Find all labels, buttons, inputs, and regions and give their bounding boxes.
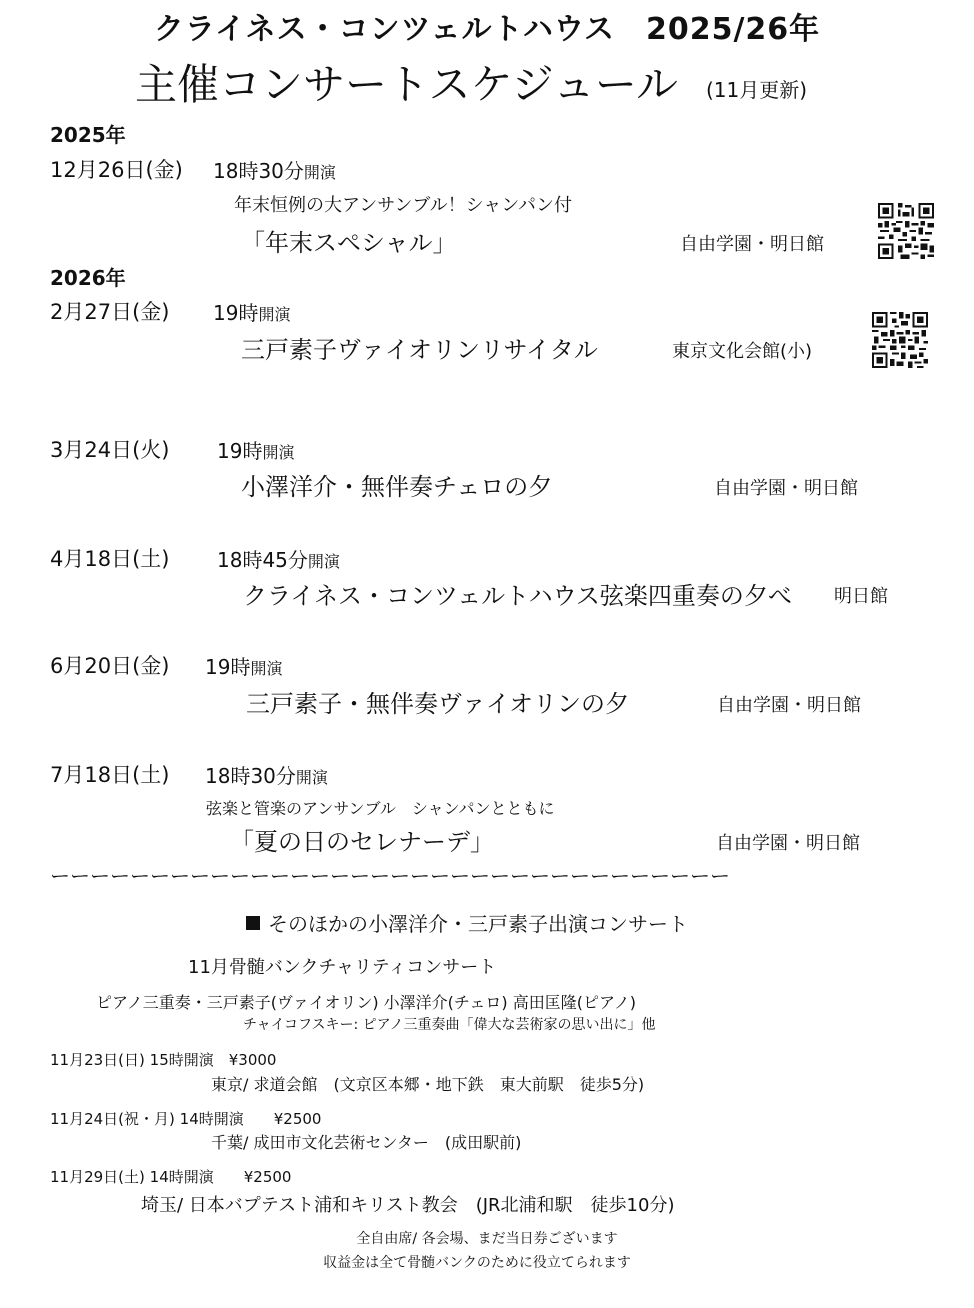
concert-time: 18時30分開演 [205, 764, 328, 788]
concert-title: 「夏の日のセレナーデ」 [230, 828, 494, 856]
year-heading-2026: 2026年 [50, 266, 126, 290]
concert-time: 18時45分開演 [217, 548, 340, 572]
concert-date: 2月27日(金) [50, 300, 170, 324]
concert-venue: 明日館 [834, 586, 888, 607]
footer-note: 収益金は全て骨髄バンクのために役立てられます [323, 1255, 631, 1271]
concert-venue: 自由学園・明日館 [714, 478, 858, 499]
charity-venue: 東京/ 求道会館 (文京区本郷・地下鉄 東大前駅 徒歩5分) [211, 1075, 645, 1094]
charity-date: 11月24日(祝・月) 14時開演 ¥2500 [50, 1110, 322, 1128]
charity-event-title: 11月骨髄バンクチャリティコンサート [188, 957, 497, 978]
year-heading-2025: 2025年 [50, 123, 126, 147]
concert-title: 小澤洋介・無伴奏チェロの夕 [241, 473, 553, 501]
concert-time: 19時開演 [205, 655, 283, 679]
divider-line: ーーーーーーーーーーーーーーーーーーーーーーーーーーーーーーーーーー [50, 864, 730, 888]
concert-date: 12月26日(金) [50, 158, 183, 182]
performers: ピアノ三重奏・三戸素子(ヴァイオリン) 小澤洋介(チェロ) 高田匡隆(ピアノ) [96, 993, 636, 1012]
concert-venue: 東京文化会館(小) [672, 341, 813, 362]
charity-date: 11月29日(土) 14時開演 ¥2500 [50, 1168, 292, 1186]
concert-title: クライネス・コンツェルトハウス弦楽四重奏の夕べ [243, 582, 792, 610]
concert-note: 弦楽と管楽のアンサンブル シャンパンとともに [206, 799, 555, 818]
page-subtitle: 主催コンサートスケジュール [135, 60, 679, 109]
charity-date: 11月23日(日) 15時開演 ¥3000 [50, 1051, 277, 1069]
update-note: (11月更新) [706, 78, 808, 102]
concert-time: 19時開演 [217, 439, 295, 463]
concert-venue: 自由学園・明日館 [680, 234, 824, 255]
concert-time: 18時30分開演 [213, 159, 336, 183]
charity-venue: 埼玉/ 日本バプテスト浦和キリスト教会 (JR北浦和駅 徒歩10分) [141, 1195, 675, 1216]
concert-title: 三戸素子・無伴奏ヴァイオリンの夕 [246, 690, 630, 718]
concert-date: 7月18日(土) [50, 763, 170, 787]
concert-date: 4月18日(土) [50, 547, 170, 571]
concert-venue: 自由学園・明日館 [716, 833, 860, 854]
program: チャイコフスキー: ピアノ三重奏曲「偉大な芸術家の思い出に」他 [243, 1017, 656, 1033]
qr-code-icon[interactable] [872, 312, 928, 368]
concert-time: 19時開演 [213, 301, 291, 325]
concert-date: 3月24日(火) [50, 438, 170, 462]
black-square-icon [246, 916, 260, 930]
concert-date: 6月20日(金) [50, 654, 170, 678]
charity-venue: 千葉/ 成田市文化芸術センター (成田駅前) [211, 1133, 522, 1152]
page-title: クライネス・コンツェルトハウス 2025/26年 [153, 12, 821, 47]
concert-note: 年末恒例の大アンサンブル！シャンパン付 [234, 195, 573, 216]
concert-title: 三戸素子ヴァイオリンリサイタル [241, 336, 598, 364]
footer-note: 全自由席/ 各会場、まだ当日券ございます [356, 1231, 618, 1247]
concert-title: 「年末スペシャル」 [241, 229, 457, 257]
concert-venue: 自由学園・明日館 [717, 695, 861, 716]
qr-code-icon[interactable] [878, 203, 934, 259]
other-concerts-heading: そのほかの小澤洋介・三戸素子出演コンサート [246, 908, 688, 937]
